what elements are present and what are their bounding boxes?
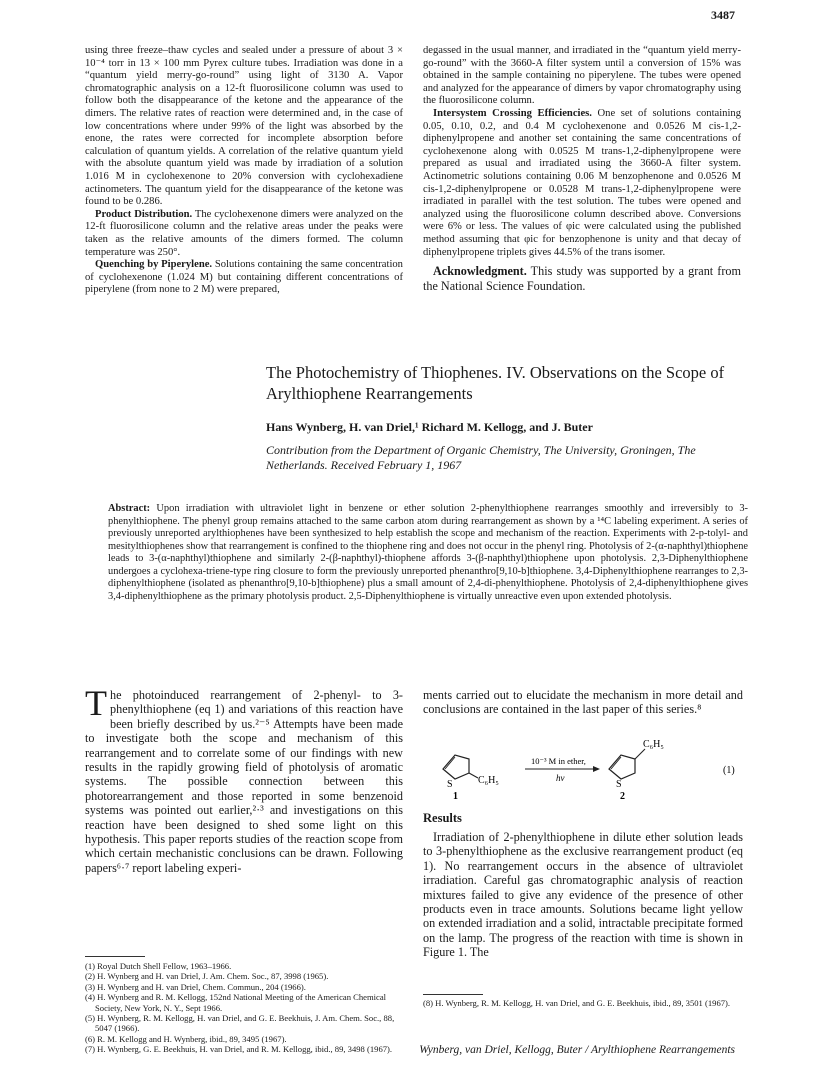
- quenching-text: Solutions containing the same concentration of cyclohexenone (1.024 M) but containing different concentrations of piperylene (from none to 2 M) were prepared,: [85, 259, 403, 296]
- drop-cap: T: [85, 683, 107, 723]
- reaction-conditions-bottom: hν: [556, 773, 565, 783]
- abstract-label: Abstract:: [108, 503, 151, 514]
- intro-paragraph: [85, 683, 403, 875]
- footnotes-left: [85, 961, 403, 1055]
- abstract: [108, 503, 748, 603]
- product-sulfur: S: [616, 779, 622, 790]
- footnote-item: (4) H. Wynberg and R. M. Kellogg, 152nd National Meeting of the American Chemical Society, New York, N. Y., Sept 1966.: [85, 992, 387, 1013]
- article-title: The Photochemistry of Thiophenes. IV. Observations on the Scope of Arylthiophene Rearrangements: [266, 363, 725, 403]
- page-number: 3487: [711, 8, 735, 22]
- reaction-scheme: [423, 735, 748, 801]
- right-top-column: [423, 45, 741, 293]
- footnote-item: (5) H. Wynberg, R. M. Kellogg, H. van Driel, and G. E. Beekhuis, J. Am. Chem. Soc., 88, 5047 (1966).: [85, 1013, 395, 1034]
- equation-number: (1): [723, 765, 735, 776]
- right-intro: ments carried out to elucidate the mechanism in more detail and conclusions are contained in the last paper of this series.⁸: [423, 688, 743, 717]
- footnote-item: (6) R. M. Kellogg and H. Wynberg, ibid., 89, 3495 (1967).: [85, 1033, 287, 1044]
- reactant-phenyl-label: C₆H₅: [478, 775, 499, 786]
- label-compound-1: 1: [453, 791, 458, 801]
- results-heading: Results: [423, 811, 462, 825]
- reactant-sulfur: S: [447, 779, 453, 790]
- acknowledgment-paragraph: [423, 264, 741, 293]
- acknowledgment-heading: Acknowledgment.: [433, 264, 527, 279]
- intersystem-text: One set of solutions containing 0.05, 0.10, 0.2, and 0.4 M cyclohexenone and 0.0526 M cis-1,2-diphenylpropene and another set containing the same concentrations of cyclohexenone along with 0.0525 M trans-1,2-diphenylpropene were prepared as usual and irradiated using the 3660-A filter system. Actinometric solutions containing 0.06 M benzophenone and 0.0526 M cis-1,2-diphenylpropene or 0.0528 M trans-1,2-diphenylpropene were irradiated in parallel with the test solution. The tubes were opened and analyzed using the fluorosilicone column described above. Conversions were 6% or less. The values of φic were calculated using the published method assuming that φic for benzophenone is unity and that decay of diphenylpropene triplets gives 44.5% of the trans isomer.: [423, 107, 741, 258]
- footnote-rule-right: [423, 994, 483, 995]
- product-phenyl-label: C₆H₅: [643, 739, 664, 750]
- intro-text: he photoinduced rearrangement of 2-phenyl- to 3-phenylthiophene (eq 1) and variations of this reaction have been briefly described by us.²⁻⁵ Attempts have been made to investigate both the scope and mechanism of this rearrangement and to correlate some of our findings with new results in the rapidly growing field of photolysis of aromatic systems. The possible connection between this photorearrangement and those reported in some benzenoid systems was pointed out earlier,²·³ and investigations on this reaction have been designed to shed some light on this hypothesis. This paper reports studies of the reaction scope from which certain mechanistic conclusions can be drawn. Following papers⁶·⁷ report labeling experi-: [85, 688, 403, 875]
- quenching-paragraph: [85, 259, 403, 297]
- product-distribution-text: The cyclohexenone dimers were analyzed on the 12-ft fluorosilicone column and the relative areas under the peaks were taken as the relative amounts of the dimers formed. The column temperature was 250°.: [85, 208, 403, 258]
- left-top-paragraph: using three freeze–thaw cycles and sealed under a pressure of about 3 × 10⁻⁴ torr in 13 × 100 mm Pyrex culture tubes. Irradiation was done in a “quantum yield merry-go-round” using light of 3130 A. Vapor chromatographic analysis on a 12-ft fluorosilicone column was used to follow both the disappearance of the ketone and the appearance of the dimers. The relative rates of reaction were determined and, in the case of low concentrations where under 99% of the light was absorbed by the enone, the rates were corrected for incomplete absorption before calculation of quantum yields. A correlation of the relative quantum yield with the absolute quantum yield was made by irradiation of a solution 1.016 M in cyclohexenone to 20% conversion with cyclohexadiene actinometers. The quantum yield for the disappearance of the ketone was found to be 0.286.: [85, 45, 403, 208]
- footnote-item: (7) H. Wynberg, G. E. Beekhuis, H. van Driel, and R. M. Kellogg, ibid., 89, 3498 (1967).: [85, 1044, 393, 1055]
- results-paragraph: Irradiation of 2-phenylthiophene in dilute ether solution leads to 3-phenylthiophene as the exclusive rearrangement product (eq 1). No rearrangement occurs in the absence of ultraviolet irradiation. Careful gas chromatographic analysis of reaction mixtures failed to give any evidence of the presence of other products even in trace amounts. Solutions became light yellow on extended irradiation and a solid, intractable precipitate formed on the lamp. The progress of the reaction with time is shown in Figure 1. The: [423, 830, 743, 960]
- label-compound-2: 2: [620, 791, 625, 801]
- intersystem-paragraph: [423, 108, 741, 259]
- results-column: [423, 830, 743, 960]
- footnote-item: (2) H. Wynberg and H. van Driel, J. Am. Chem. Soc., 87, 3998 (1965).: [85, 971, 329, 982]
- footnote-right: [423, 998, 743, 1008]
- acknowledgment-text: This study was supported by a grant from the National Science Foundation.: [423, 264, 741, 293]
- footnote-item: (3) H. Wynberg and H. van Driel, Chem. Commun., 204 (1966).: [85, 981, 306, 992]
- abstract-text: Upon irradiation with ultraviolet light in benzene or ether solution 2-phenylthiophene rearranges smoothly and irreversibly to 3-phenylthiophene. The phenyl group remains attached to the same carbon atom during rearrangement as shown by a ¹⁴C labeling experiment. A series of previously unreported arylthiophenes have been synthesized to help establish the scope and mechanism of the reaction. Experiments with 2-p-tolyl- and mesitylthiophenes show that rearrangement is confined to the thiophene ring and does not occur in the phenyl ring. Photolysis of 2-(α-naphthyl)thiophene leads to 3-(α-naphthyl)thiophene and similarly 2-(β-naphthyl)-thiophene affords 3-(β-naphthyl)thiophene upon photolysis. 2,3-Diphenylthiophene undergoes a cyclohexa-triene-type ring closure to form the previously unreported phenanthro[9,10-b]thiophene. 3,4-Diphenylthiophene rearranges to 2,3-diphenylthiophene (isolated as phenanthro[9,10-b]thiophene) plus a small amount of 2,4-di-phenylthiophene. Photolysis of 2,4-diphenylthiophene gives 3,4-diphenylthiophene as the primary photolysis product. 2,5-Diphenylthiophene is virtually unreactive even upon extended photolysis.: [108, 503, 748, 602]
- reaction-conditions-top: 10⁻³ M in ether,: [531, 756, 586, 766]
- footnote-item: (1) Royal Dutch Shell Fellow, 1963–1966.: [85, 961, 232, 971]
- product-distribution-heading: Product Distribution.: [95, 208, 193, 220]
- product-distribution-paragraph: [85, 209, 403, 259]
- quenching-heading: Quenching by Piperylene.: [95, 259, 213, 271]
- left-top-column: [85, 45, 403, 297]
- intro-column: [85, 683, 403, 875]
- running-footer: Wynberg, van Driel, Kellogg, Buter / Arylthiophene Rearrangements: [419, 1044, 735, 1056]
- author-list: Hans Wynberg, H. van Driel,¹ Richard M. Kellogg, and J. Buter: [266, 420, 593, 434]
- right-top-paragraph: degassed in the usual manner, and irradiated in the “quantum yield merry-go-round” with the 3660-A filter system until a conversion of 15% was obtained in the sample containing no piperylene. The tubes were opened and analyzed for the appearance of dimers by vapor chromatography using the fluorosilicone column.: [423, 45, 741, 107]
- footnote-item: (8) H. Wynberg, R. M. Kellogg, H. van Driel, and G. E. Beekhuis, ibid., 89, 3501 (1967).: [423, 998, 731, 1008]
- contribution-line: Contribution from the Department of Organic Chemistry, The University, Groningen, The Netherlands. Received February 1, 1967: [266, 443, 696, 472]
- intersystem-heading: Intersystem Crossing Efficiencies.: [433, 107, 592, 119]
- footnote-rule: [85, 956, 145, 957]
